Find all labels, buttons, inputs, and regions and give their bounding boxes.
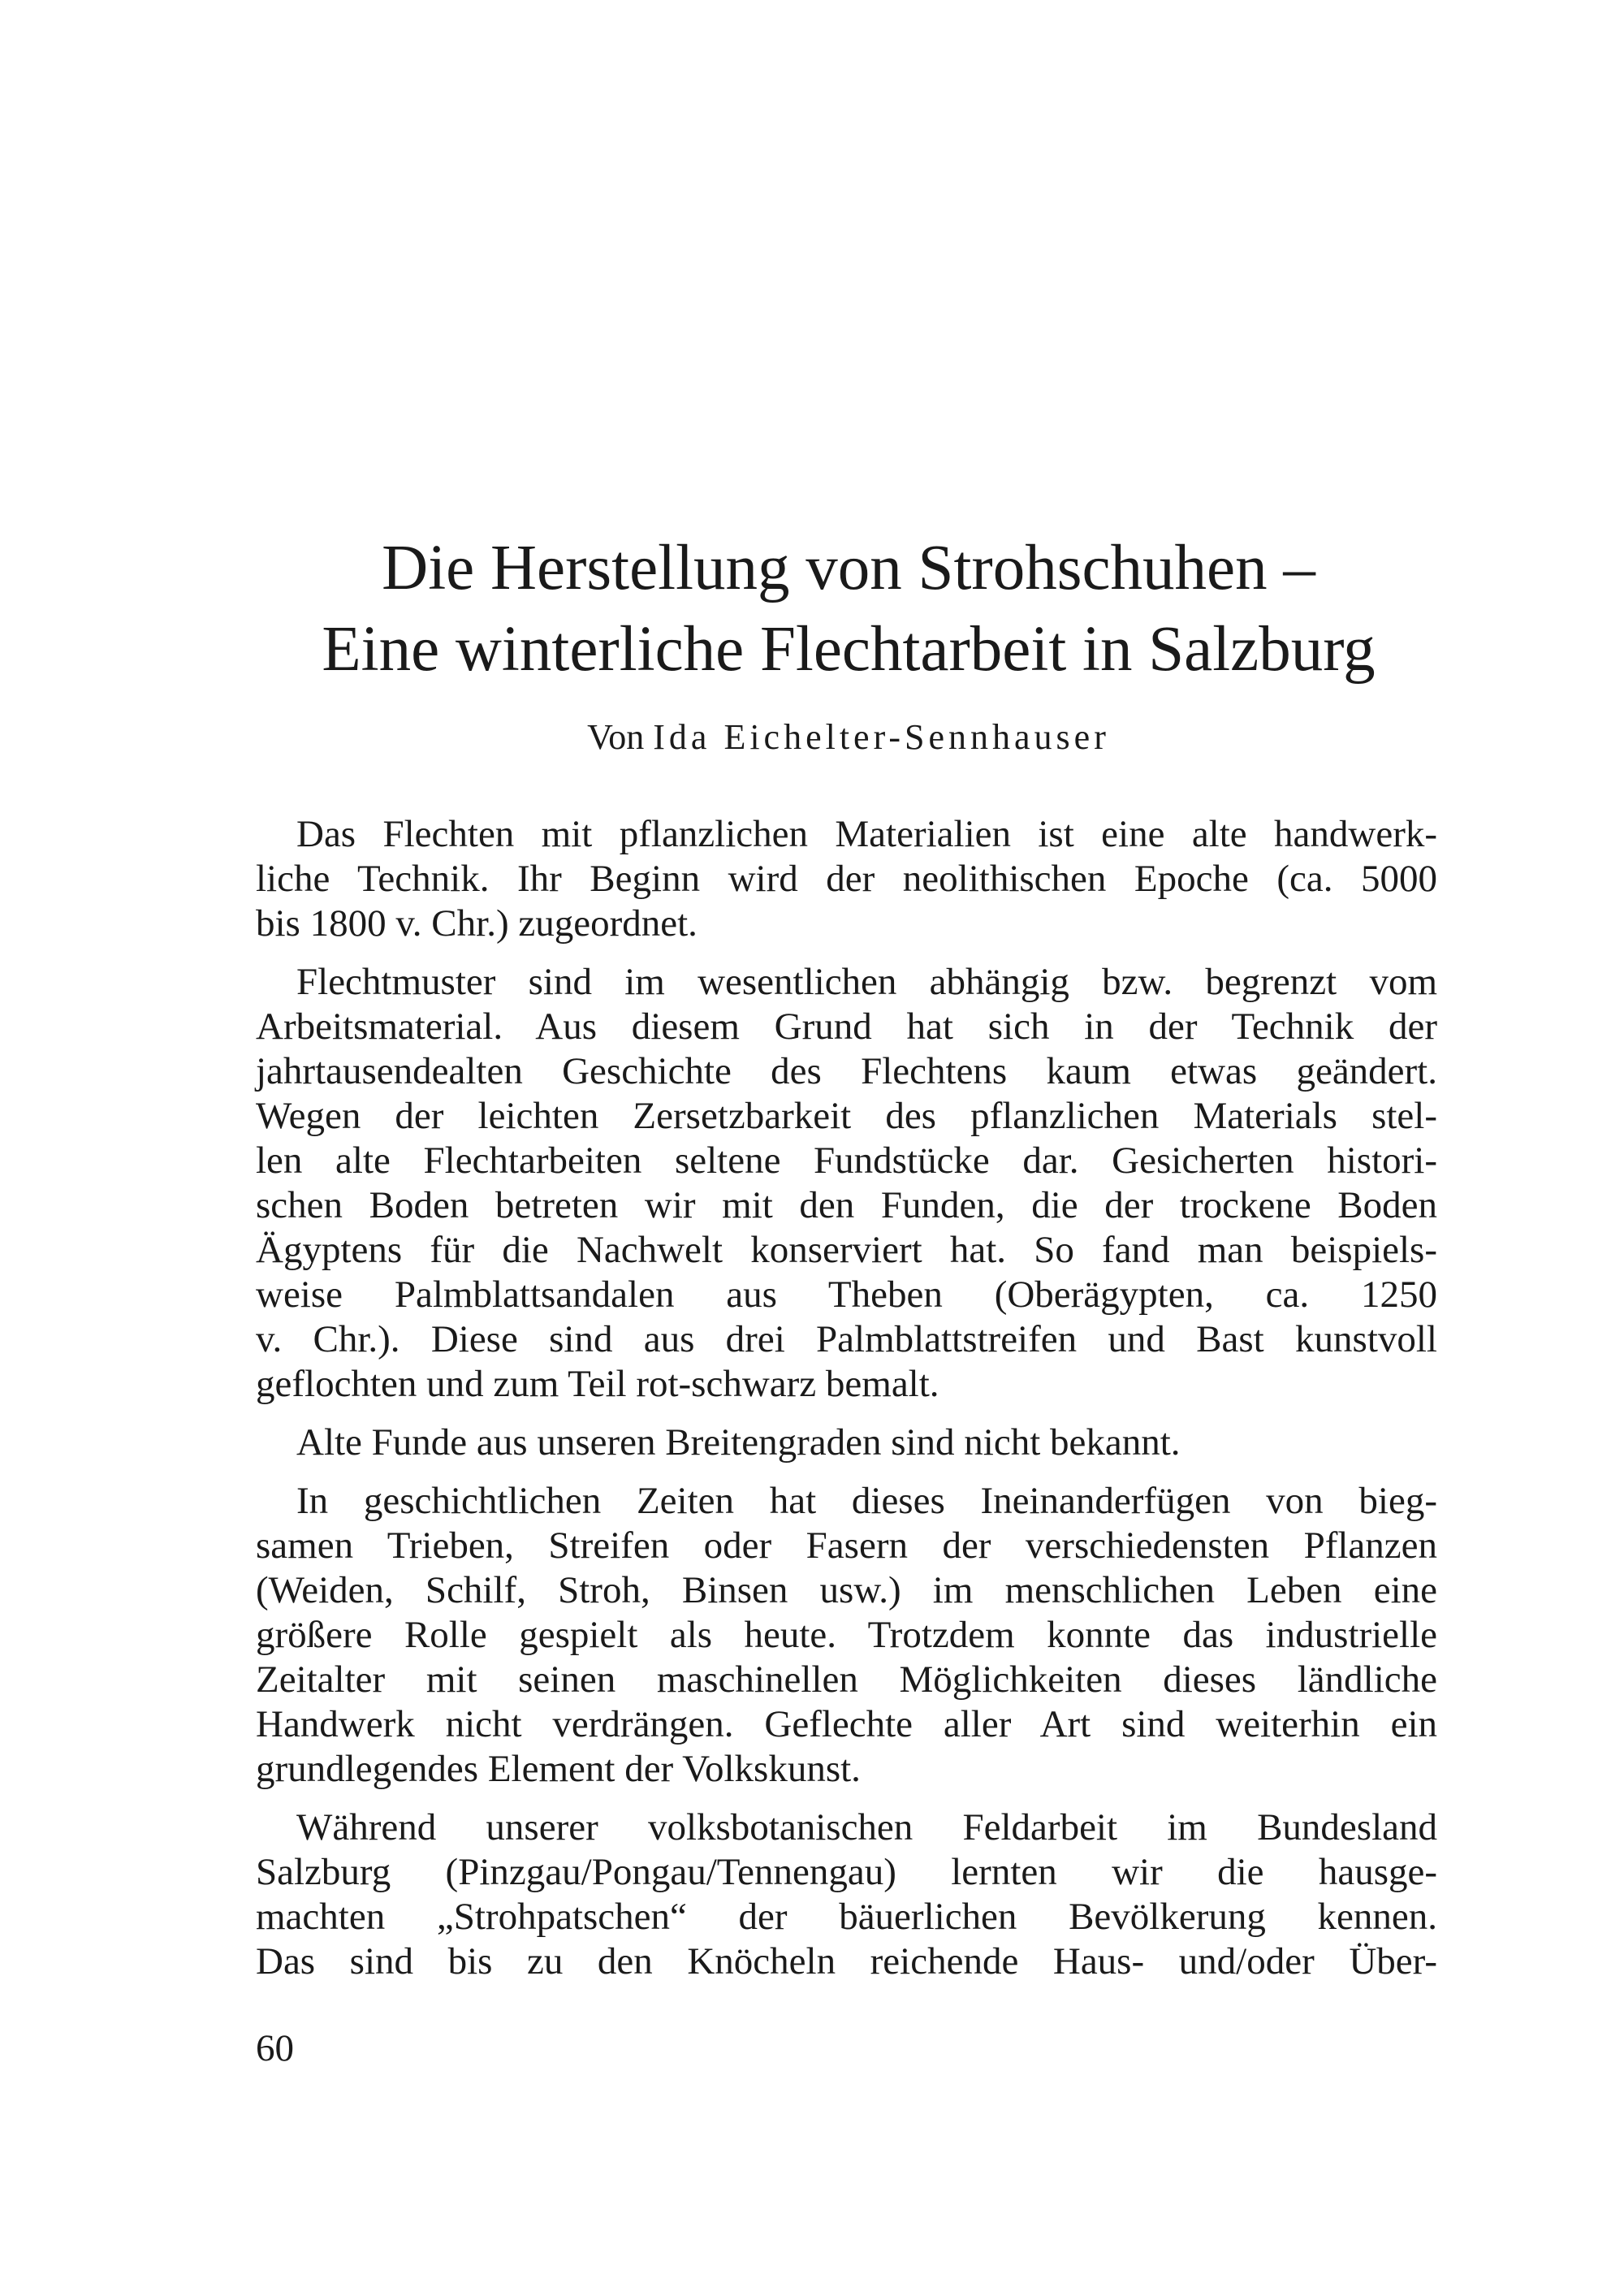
author-name: Ida Eichelter-Sennhauser xyxy=(653,717,1110,757)
text-line: bis 1800 v. Chr.) zugeordnet. xyxy=(256,902,698,945)
paragraph-2 xyxy=(256,960,1437,1407)
paragraph-5 xyxy=(256,1805,1437,1984)
text-line: machten „Strohpatschen“ der bäuerlichen Bevölkerung kennen. xyxy=(256,1896,1437,1938)
title-line-1: Die Herstellung von Strohschuhen – xyxy=(382,533,1315,603)
text-line: größere Rolle gespielt als heute. Trotzdem konnte das industrielle xyxy=(256,1614,1437,1656)
text-line: weise Palmblattsandalen aus Theben (Oberägypten, ca. 1250 xyxy=(256,1273,1437,1316)
text-line: len alte Flechtarbeiten seltene Fundstücke dar. Gesicherten histori- xyxy=(256,1139,1437,1182)
text-line: grundlegendes Element der Volkskunst. xyxy=(256,1748,861,1790)
text-line: Wegen der leichten Zersetzbarkeit des pflanzlichen Materials stel- xyxy=(256,1095,1437,1137)
text-line: liche Technik. Ihr Beginn wird der neolithischen Epoche (ca. 5000 xyxy=(256,858,1437,900)
text-line: schen Boden betreten wir mit den Funden, die der trockene Boden xyxy=(256,1184,1437,1226)
article-title xyxy=(256,528,1441,690)
article-body xyxy=(256,812,1437,1998)
text-line: jahrtausendealten Geschichte des Flechtens kaum etwas geändert. xyxy=(256,1050,1437,1092)
text-line: geflochten und zum Teil rot-schwarz bemalt. xyxy=(256,1363,939,1405)
text-line: Alte Funde aus unseren Breitengraden sind nicht bekannt. xyxy=(296,1421,1181,1464)
author-byline xyxy=(256,715,1441,760)
text-line: Das Flechten mit pflanzlichen Materialien ist eine alte handwerk- xyxy=(296,813,1437,855)
text-line: In geschichtlichen Zeiten hat dieses Ineinanderfügen von bieg- xyxy=(296,1480,1437,1522)
text-line: Arbeitsmaterial. Aus diesem Grund hat sich in der Technik der xyxy=(256,1005,1437,1048)
text-line: Ägyptens für die Nachwelt konserviert hat. So fand man beispiels- xyxy=(256,1229,1437,1271)
text-line: Zeitalter mit seinen maschinellen Möglichkeiten dieses ländliche xyxy=(256,1658,1437,1701)
text-line: Flechtmuster sind im wesentlichen abhängig bzw. begrenzt vom xyxy=(296,961,1437,1003)
text-line: samen Trieben, Streifen oder Fasern der verschiedensten Pflanzen xyxy=(256,1524,1437,1567)
text-line: v. Chr.). Diese sind aus drei Palmblattstreifen und Bast kunstvoll xyxy=(256,1318,1437,1360)
page-number: 60 xyxy=(256,2027,294,2069)
author-prefix: Von xyxy=(587,717,645,757)
paragraph-1 xyxy=(256,812,1437,946)
text-line: Handwerk nicht verdrängen. Geflechte aller Art sind weiterhin ein xyxy=(256,1703,1437,1745)
text-line: (Weiden, Schilf, Stroh, Binsen usw.) im menschlichen Leben eine xyxy=(256,1569,1437,1611)
text-line: Salzburg (Pinzgau/Pongau/Tennengau) lernten wir die hausge- xyxy=(256,1851,1437,1893)
text-line: Das sind bis zu den Knöcheln reichende Haus- und/oder Über- xyxy=(256,1940,1437,1983)
title-line-2: Eine winterliche Flechtarbeit in Salzburg xyxy=(322,614,1376,685)
text-line: Während unserer volksbotanischen Feldarbeit im Bundesland xyxy=(296,1806,1437,1848)
paragraph-3 xyxy=(256,1420,1437,1465)
paragraph-4 xyxy=(256,1479,1437,1792)
